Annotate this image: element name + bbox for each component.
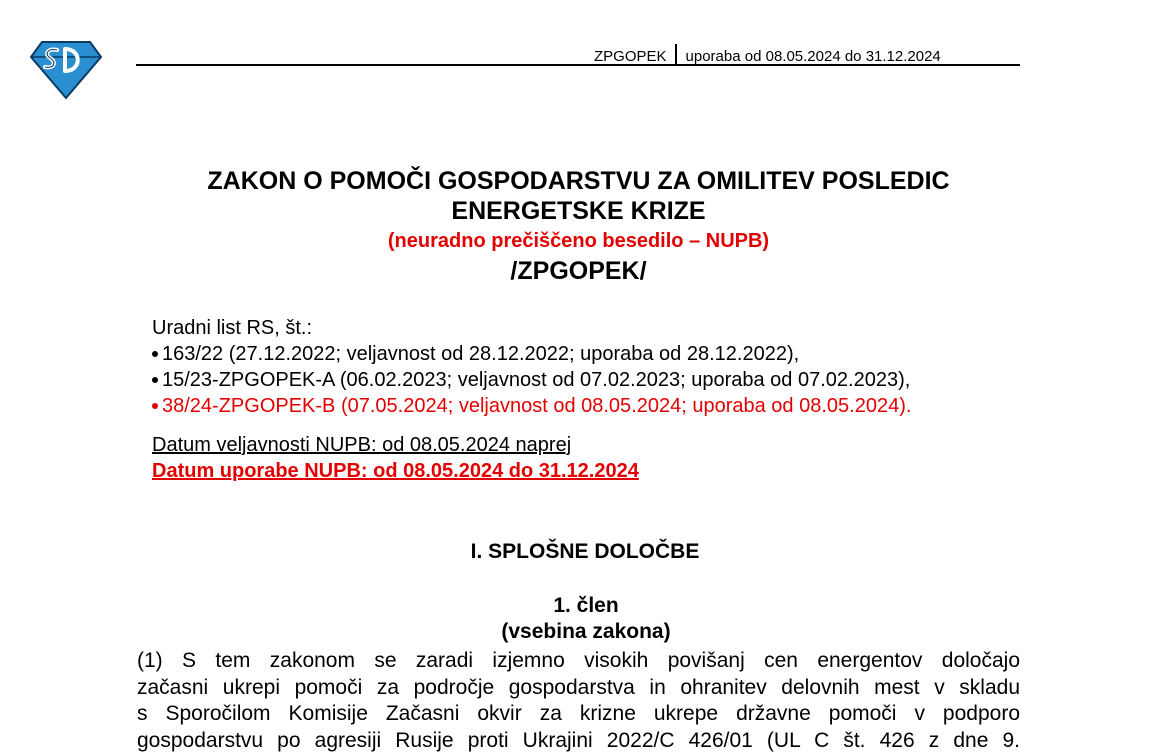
header-separator bbox=[675, 44, 677, 65]
gazette-label: Uradni list RS, št.: bbox=[152, 315, 911, 341]
chapter-heading: I. SPLOŠNE DOLOČBE bbox=[0, 540, 1157, 564]
article-title: (vsebina zakona) bbox=[0, 620, 1157, 644]
bullet-icon bbox=[152, 403, 158, 409]
article-paragraph bbox=[137, 648, 1020, 754]
article-number: 1. člen bbox=[0, 594, 1157, 618]
law-subtitle: (neuradno prečiščeno besedilo – NUPB) bbox=[0, 230, 1157, 253]
header-abbreviation: ZPGOPEK bbox=[594, 48, 667, 65]
paragraph-line: (1) S tem zakonom se zaradi izjemno visokih povišanj cen energentov določajo bbox=[137, 648, 1020, 675]
bullet-icon bbox=[152, 377, 158, 383]
paragraph-line: gospodarstvu po agresiji Rusije proti Ukrajini 2022/C 426/01 (UL C št. 426 z dne 9. bbox=[137, 728, 1020, 754]
law-abbreviation: /ZPGOPEK/ bbox=[0, 257, 1157, 286]
header-rule bbox=[136, 64, 1020, 66]
law-title-line1: ZAKON O POMOČI GOSPODARSTVU ZA OMILITEV POSLEDIC bbox=[0, 167, 1157, 196]
gazette-references bbox=[152, 315, 911, 419]
gazette-entry: 15/23-ZPGOPEK-A (06.02.2023; veljavnost od 07.02.2023; uporaba od 07.02.2023), bbox=[152, 367, 911, 393]
usage-date: Datum uporabe NUPB: od 08.05.2024 do 31.12.2024 bbox=[152, 460, 639, 483]
paragraph-line: začasni ukrepi pomoči za področje gospodarstva in ohranitev delovnih mest v skladu bbox=[137, 675, 1020, 702]
sd-diamond-logo-icon bbox=[30, 40, 102, 100]
bullet-icon bbox=[152, 351, 158, 357]
validity-date: Datum veljavnosti NUPB: od 08.05.2024 naprej bbox=[152, 434, 571, 457]
paragraph-line: s Sporočilom Komisije Začasni okvir za krizne ukrepe državne pomoči v podporo bbox=[137, 701, 1020, 728]
gazette-entry: 163/22 (27.12.2022; veljavnost od 28.12.2022; uporaba od 28.12.2022), bbox=[152, 341, 911, 367]
gazette-entry-current: 38/24-ZPGOPEK-B (07.05.2024; veljavnost od 08.05.2024; uporaba od 08.05.2024). bbox=[152, 393, 911, 419]
law-title-line2: ENERGETSKE KRIZE bbox=[0, 197, 1157, 226]
header-usage: uporaba od 08.05.2024 do 31.12.2024 bbox=[686, 48, 941, 65]
running-header bbox=[594, 44, 941, 65]
